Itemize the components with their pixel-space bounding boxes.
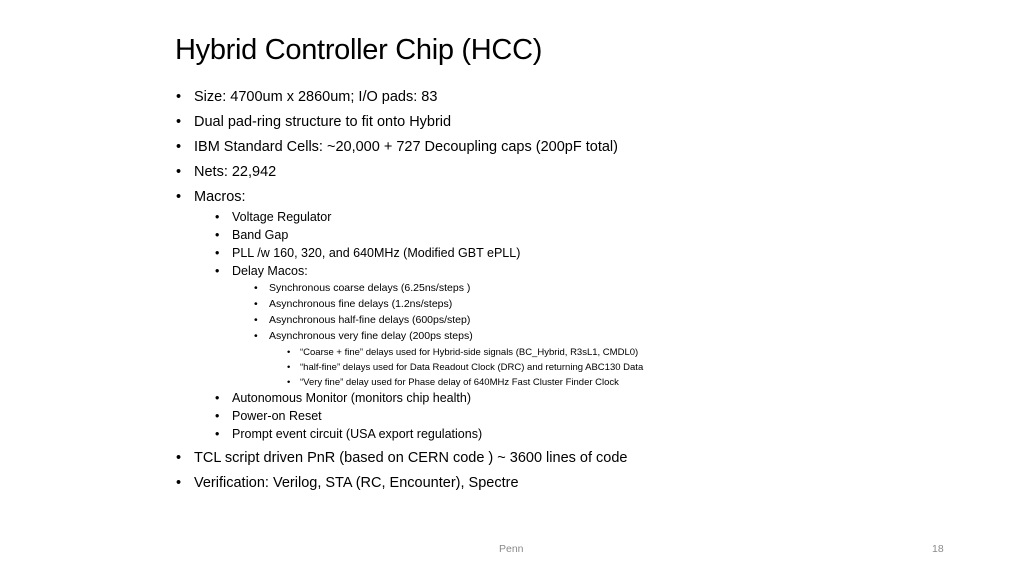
bullet-text: “Coarse + fine” delays used for Hybrid-side signals (BC_Hybrid, R3sL1, CMDL0) [300,347,639,358]
footer-label: Penn [499,543,524,555]
bullet-text: Autonomous Monitor (monitors chip health) [232,391,472,405]
bullet-marker: • [254,314,258,326]
bullet-text: Voltage Regulator [232,210,332,224]
bullet-marker: • [254,330,258,342]
bullet-text: IBM Standard Cells: ~20,000 + 727 Decoupling caps (200pF total) [194,139,618,155]
slide-title: Hybrid Controller Chip (HCC) [175,34,543,66]
bullet-marker: • [176,139,182,155]
bullet-text: Asynchronous half-fine delays (600ps/step) [269,314,471,326]
bullet-marker: • [215,427,220,441]
bullet-text: Macros: [194,189,246,205]
bullet-marker: • [254,282,258,294]
bullet-text: Asynchronous fine delays (1.2ns/steps) [269,298,453,310]
bullet-text: Size: 4700um x 2860um; I/O pads: 83 [194,89,438,105]
bullet-text: Band Gap [232,228,289,242]
bullet-text: Dual pad-ring structure to fit onto Hybrid [194,114,452,130]
bullet-marker: • [287,362,291,373]
bullet-text: Synchronous coarse delays (6.25ns/steps ) [269,282,471,294]
bullet-marker: • [176,475,182,491]
bullet-marker: • [176,114,182,130]
bullet-text: Nets: 22,942 [194,164,277,180]
bullet-text: Asynchronous very fine delay (200ps steps) [269,330,473,342]
bullet-text: Prompt event circuit (USA export regulations) [232,427,483,441]
bullet-marker: • [215,210,220,224]
bullet-text: Power-on Reset [232,409,322,423]
bullet-text: PLL /w 160, 320, and 640MHz (Modified GBT ePLL) [232,246,521,260]
bullet-marker: • [176,450,182,466]
bullet-marker: • [287,347,291,358]
slide-number: 18 [932,543,944,555]
bullet-marker: • [254,298,258,310]
bullet-marker: • [215,409,220,423]
bullet-marker: • [215,246,220,260]
bullet-marker: • [287,377,291,388]
bullet-marker: • [215,264,220,278]
bullet-text: TCL script driven PnR (based on CERN code ) ~ 3600 lines of code [194,450,628,466]
bullet-marker: • [176,189,182,205]
bullet-marker: • [215,391,220,405]
bullet-marker: • [215,228,220,242]
bullet-marker: • [176,89,182,105]
bullet-text: “Very fine” delay used for Phase delay of 640MHz Fast Cluster Finder Clock [300,377,619,388]
bullet-text: “half-fine” delays used for Data Readout Clock (DRC) and returning ABC130 Data [300,362,644,373]
bullet-marker: • [176,164,182,180]
bullet-text: Delay Macos: [232,264,308,278]
bullet-text: Verification: Verilog, STA (RC, Encounter), Spectre [194,475,519,491]
